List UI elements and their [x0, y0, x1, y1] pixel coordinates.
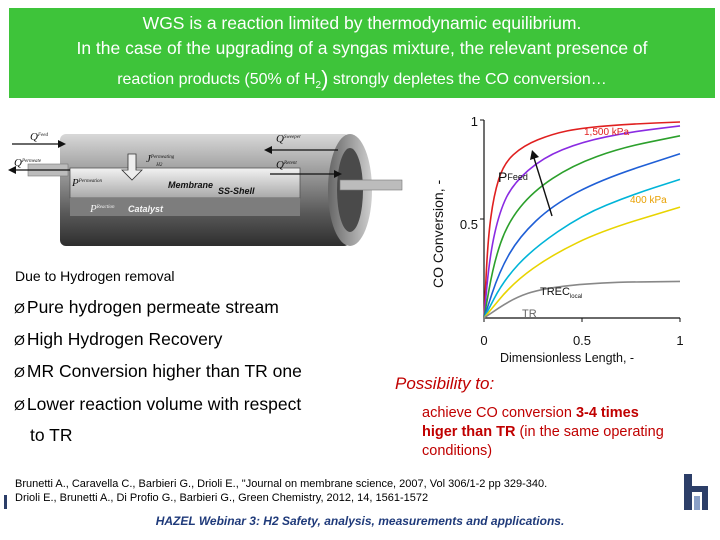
banner-line-3-paren: ) [321, 66, 329, 91]
bullet-arrow-icon: Ø [14, 364, 25, 380]
annotation-trec: $TREC_{local}$ [540, 286, 583, 300]
bullet-arrow-icon: Ø [14, 397, 25, 413]
pfeed-arrow [534, 158, 552, 216]
bullet-text: High Hydrogen Recovery [26, 329, 223, 349]
hazel-logo-icon [680, 472, 712, 512]
x-tick-label: 1 [676, 333, 684, 348]
annotation-pfeed: PFeed [498, 169, 528, 185]
membrane-label: Membrane [168, 180, 214, 190]
diagram-caption: Due to Hydrogen removal [15, 268, 175, 284]
bullet-arrow-icon: Ø [14, 300, 25, 316]
bullet-mr-conversion [14, 360, 302, 383]
possibility-title: Possibility to: [395, 374, 495, 393]
co-conversion-chart [428, 108, 716, 370]
bullet-text: MR Conversion higher than TR one [26, 361, 302, 381]
x-tick-label: 0.5 [572, 333, 592, 348]
y-axis-label: CO Conversion, - [430, 179, 446, 288]
banner-line-3-post: strongly depletes the CO conversion… [328, 71, 607, 88]
reference-2: Drioli E., Brunetti A., Di Profio G., Barbieri G., Green Chemistry, 2012, 14, 1561-1572 [15, 491, 429, 504]
slide-edge-mark [4, 495, 7, 509]
bullet-text: Pure hydrogen permeate stream [26, 297, 279, 317]
q-feed-label: $Q^{Feed}$ [30, 131, 48, 143]
banner-line-3 [9, 66, 715, 98]
possibility-text-pre: achieve CO conversion [422, 405, 576, 421]
j-permeating-label: $J^{Permeating}$ H2 [146, 153, 175, 168]
bullet-arrow-icon: Ø [14, 332, 25, 348]
series-line-5 [484, 207, 680, 318]
series-line-0 [484, 122, 680, 318]
bullet-pure-hydrogen [14, 296, 279, 319]
annotation-tr: TR [522, 308, 537, 320]
bullet-reaction-volume-continued: to TR [30, 425, 73, 445]
bullet-hydrogen-recovery [14, 328, 222, 351]
pfeed-arrowhead [530, 150, 539, 160]
banner-line-3-pre: reaction products (50% of H [117, 71, 316, 88]
shell-label: SS-Shell [218, 186, 255, 196]
x-tick-label: 0 [480, 333, 488, 348]
possibility-text-emphasis: 3-4 times [575, 405, 639, 421]
y-tick-label: 1 [470, 114, 478, 129]
p-permeation-label: $P^{Permeation}$ [72, 177, 103, 189]
q-retent-label: $Q^{Retent}$ [276, 159, 297, 171]
footer [0, 514, 720, 528]
p-reaction-label: $P^{Reaction}$ [90, 203, 115, 215]
possibility-text [422, 404, 712, 461]
bullet-reaction-volume [14, 393, 301, 416]
catalyst-label: Catalyst [128, 204, 164, 214]
membrane-reactor-diagram [8, 112, 410, 262]
bullet-text: Lower reaction volume with respect [26, 394, 302, 414]
title-banner [9, 8, 715, 98]
banner-line-3-sub: 2 [315, 80, 322, 92]
q-permeate-label: $Q^{Permeate}$ [14, 157, 42, 169]
annotation-high-pressure: 1,500 kPa [584, 127, 630, 138]
references [15, 478, 547, 505]
outlet-pipe [340, 180, 402, 190]
possibility-text-post: (in the same operating conditions) [422, 424, 664, 459]
banner-line-2: In the case of the upgrading of a syngas mixture, the relevant presence of [76, 38, 648, 58]
banner-line-1: WGS is a reaction limited by thermodynamic equilibrium. [142, 13, 582, 33]
footer-text: HAZEL Webinar 3: H2 Safety, analysis, measurements and applications. [155, 514, 565, 528]
x-axis-label: Dimensionless Length, - [500, 351, 635, 365]
possibility-text-emphasis: higer than TR [422, 424, 516, 440]
q-sweeper-label: $Q^{Sweeper}$ [276, 133, 301, 145]
annotation-low-pressure: 400 kPa [630, 195, 667, 206]
y-tick-label: 0.5 [459, 217, 478, 232]
reference-1: Brunetti A., Caravella C., Barbieri G., Drioli E., "Journal on membrane science, 2007, Vol 306/1-2 pp 329-340. [15, 478, 548, 490]
